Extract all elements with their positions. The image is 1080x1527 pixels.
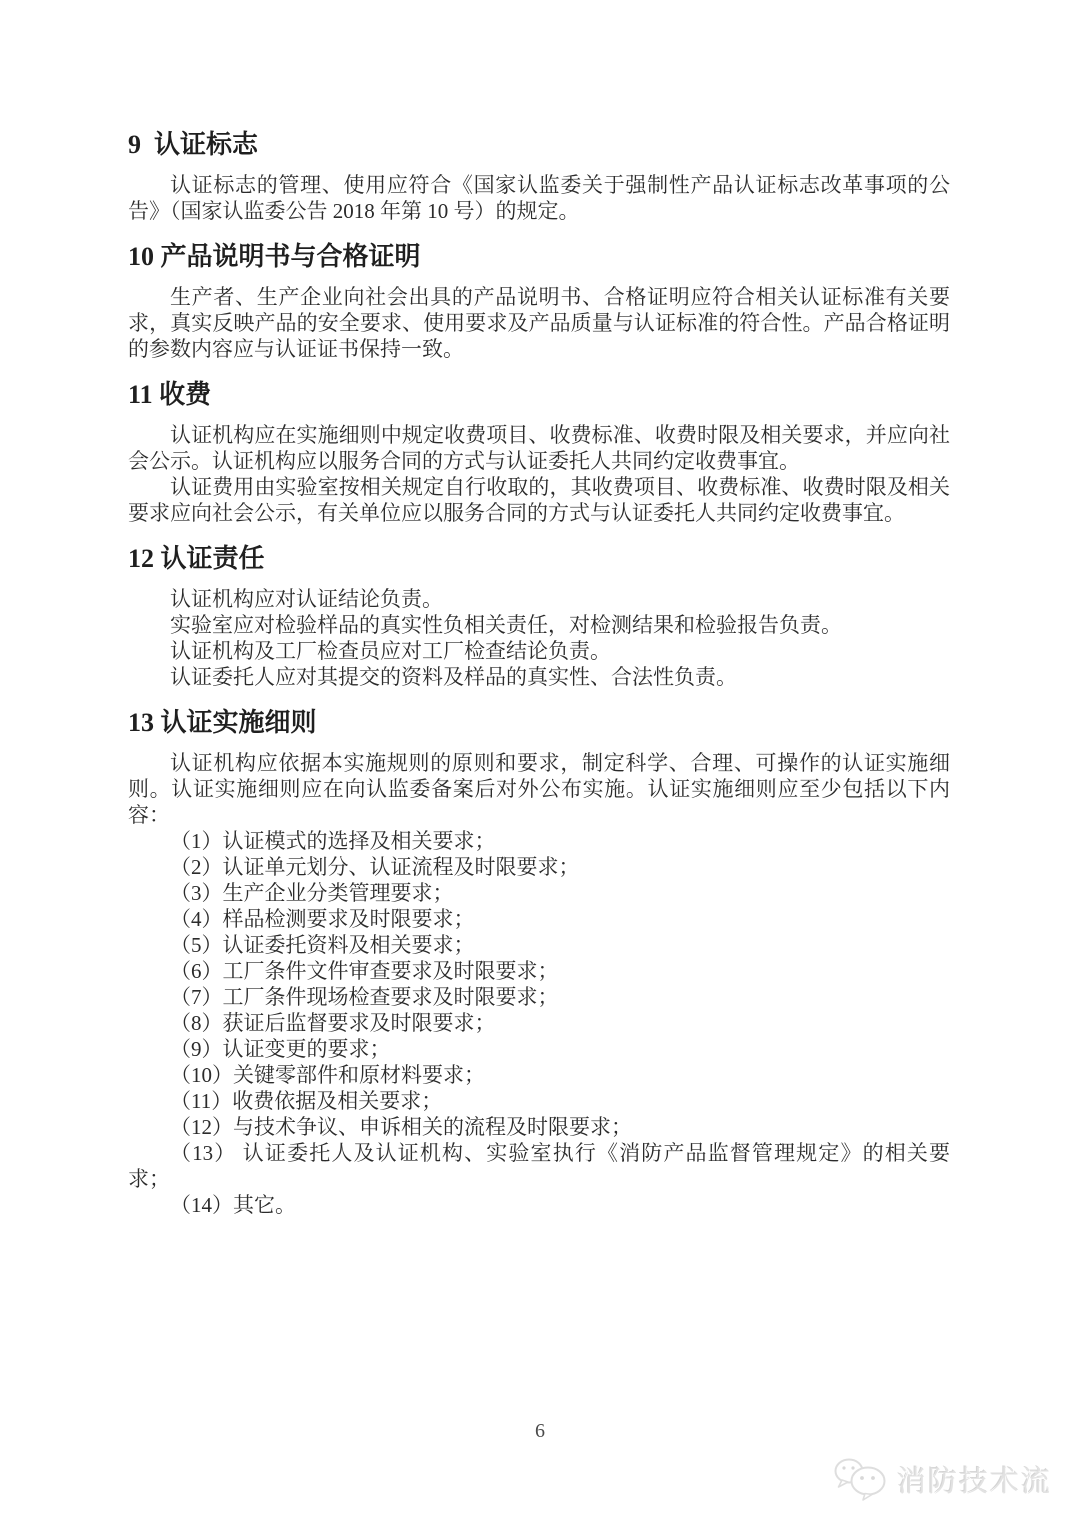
section-12-paragraph-4: 认证委托人应对其提交的资料及样品的真实性、合法性负责。 [170,665,737,689]
section-9-heading: 9 认证标志 [128,130,259,159]
section-13-heading: 13 认证实施细则 [128,708,317,737]
watermark [833,1456,1052,1502]
list-item-5: （5）认证委托资料及相关要求； [170,933,475,957]
list-item-14: （14）其它。 [170,1193,296,1217]
list-item-10: （10）关键零部件和原材料要求； [170,1063,485,1087]
section-9-paragraph-1: 认证标志的管理、使用应符合《国家认监委关于强制性产品认证标志改革事项的公告》（国家认监委公告 2018 年第 10 号）的规定。 [128,173,950,223]
document-content [128,128,950,1218]
section-11-paragraph-1: 认证机构应在实施细则中规定收费项目、收费标准、收费时限及相关要求，并应向社会公示。认证机构应以服务合同的方式与认证委托人共同约定收费事宜。 [128,423,950,473]
section-12-paragraph-2: 实验室应对检验样品的真实性负相关责任，对检测结果和检验报告负责。 [170,613,842,637]
section-12-paragraph-1: 认证机构应对认证结论负责。 [170,587,443,611]
list-item-12: （12）与技术争议、申诉相关的流程及时限要求； [170,1115,632,1139]
watermark-label: 消防技术流 [896,1465,1052,1498]
list-item-6: （6）工厂条件文件审查要求及时限要求； [170,959,559,983]
section-12-paragraph-3: 认证机构及工厂检查员应对工厂检查结论负责。 [170,639,611,663]
list-item-11: （11）收费依据及相关要求； [170,1089,443,1113]
section-12-heading: 12 认证责任 [128,544,265,573]
section-10-heading: 10 产品说明书与合格证明 [128,242,421,271]
section-10-paragraph-1: 生产者、生产企业向社会出具的产品说明书、合格证明应符合相关认证标准有关要求，真实反映产品的安全要求、使用要求及产品质量与认证标准的符合性。产品合格证明的参数内容应与认证证书保持一致。 [128,285,950,361]
list-item-9: （9）认证变更的要求； [170,1037,391,1061]
section-13-paragraph-1: 认证机构应依据本实施规则的原则和要求，制定科学、合理、可操作的认证实施细则。认证实施细则应在向认监委备案后对外公布实施。认证实施细则应至少包括以下内容： [128,751,950,827]
list-item-13: （13） 认证委托人及认证机构、实验室执行《消防产品监督管理规定》的相关要求； [128,1141,950,1191]
list-item-3: （3）生产企业分类管理要求； [170,881,454,905]
page-number: 6 [535,1420,545,1442]
list-item-1: （1）认证模式的选择及相关要求； [170,829,496,853]
wechat-icon [833,1456,887,1502]
list-item-7: （7）工厂条件现场检查要求及时限要求； [170,985,559,1009]
list-item-2: （2）认证单元划分、认证流程及时限要求； [170,855,580,879]
section-11-heading: 11 收费 [128,380,212,409]
section-11-paragraph-2: 认证费用由实验室按相关规定自行收取的，其收费项目、收费标准、收费时限及相关要求应向社会公示，有关单位应以服务合同的方式与认证委托人共同约定收费事宜。 [128,475,950,525]
list-item-4: （4）样品检测要求及时限要求； [170,907,475,931]
list-item-8: （8）获证后监督要求及时限要求； [170,1011,496,1035]
